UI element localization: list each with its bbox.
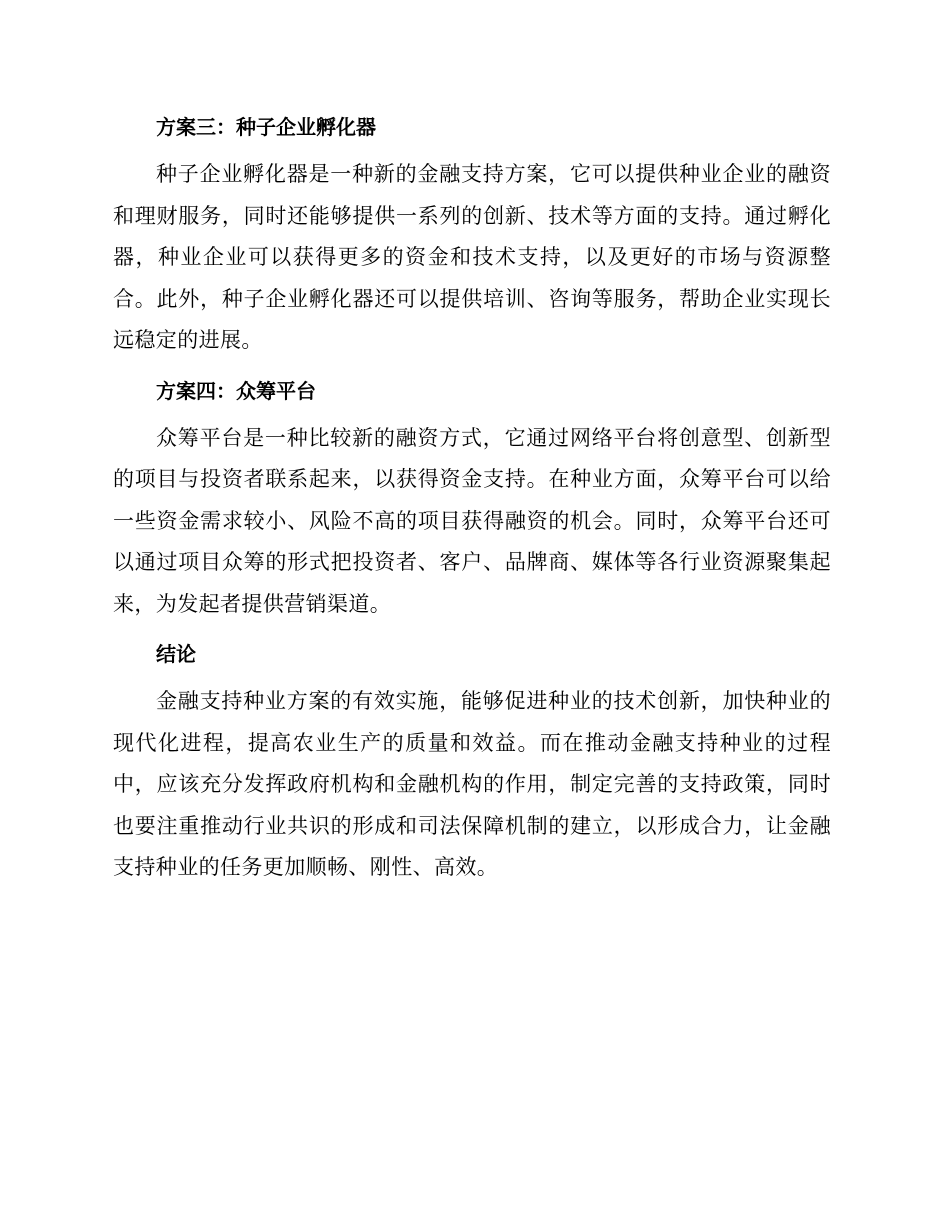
section-heading-plan-three: 方案三：种子企业孵化器 bbox=[156, 115, 376, 139]
section-paragraph-plan-four: 众筹平台是一种比较新的融资方式，它通过网络平台将创意型、创新型的项目与投资者联系起来，以获得资金支持。在种业方面，众筹平台可以给一些资金需求较小、风险不高的项目获得融资的机会。同时，众筹平台还可以通过项目众筹的形式把投资者、客户、品牌商、媒体等各行业资源聚集起来，为发起者提供营销渠道。 bbox=[113, 425, 831, 616]
section-paragraph-conclusion: 金融支持种业方案的有效实施，能够促进种业的技术创新，加快种业的现代化进程，提高农业生产的质量和效益。而在推动金融支持种业的过程中，应该充分发挥政府机构和金融机构的作用，制定完善的支持政策，同时也要注重推动行业共识的形成和司法保障机制的建立，以形成合力，让金融支持种业的任务更加顺畅、刚性、高效。 bbox=[113, 689, 831, 879]
section-heading-conclusion: 结论 bbox=[156, 642, 196, 666]
document-body bbox=[113, 108, 831, 889]
section-heading-plan-four: 方案四：众筹平台 bbox=[156, 378, 316, 403]
section-paragraph-plan-three: 种子企业孵化器是一种新的金融支持方案，它可以提供种业企业的融资和理财服务，同时还能够提供一系列的创新、技术等方面的支持。通过孵化器，种业企业可以获得更多的资金和技术支持，以及更好的市场与资源整合。此外，种子企业孵化器还可以提供培训、咨询等服务，帮助企业实现长远稳定的进展。 bbox=[113, 162, 831, 352]
